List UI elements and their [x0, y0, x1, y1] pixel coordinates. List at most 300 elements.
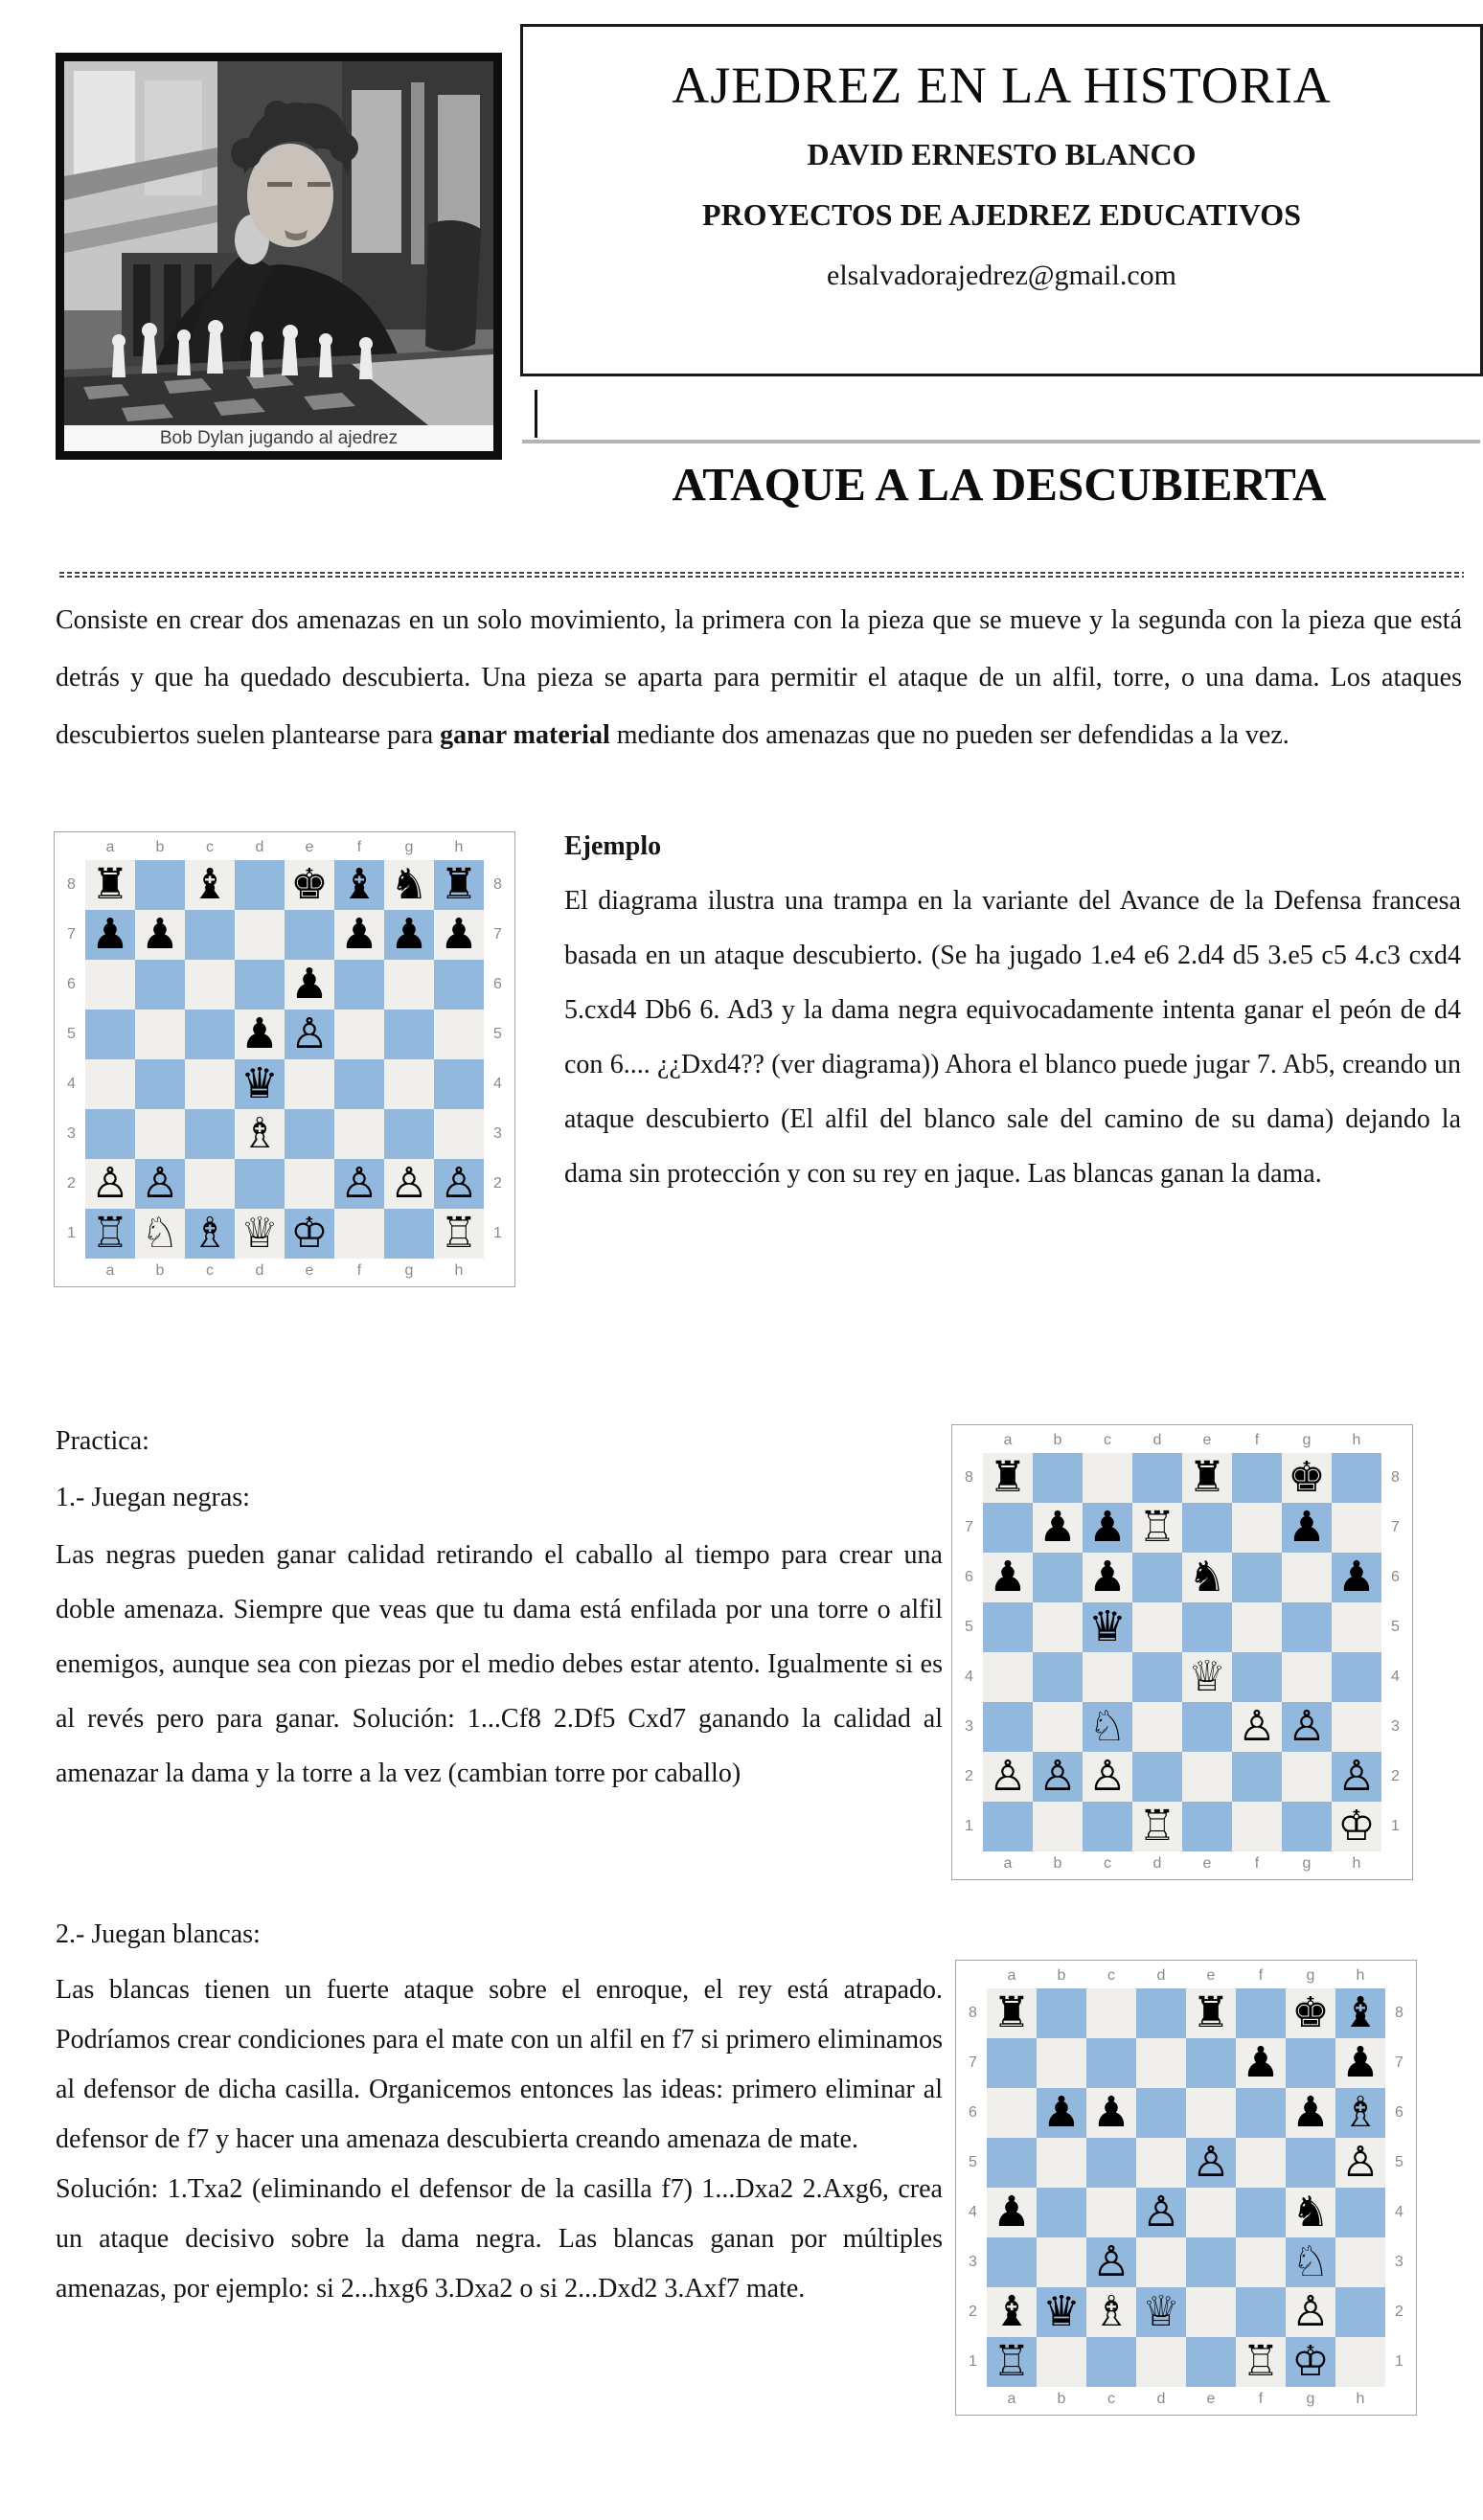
- black-piece-icon: ♟: [1242, 2038, 1280, 2087]
- board-square: [1232, 1553, 1282, 1602]
- document-subtitle: PROYECTOS DE AJEDREZ EDUCATIVOS: [702, 197, 1301, 232]
- black-piece-icon: ♝: [1341, 1988, 1380, 2037]
- board-square: [1282, 1602, 1332, 1652]
- board-coordinate: g: [1302, 1855, 1312, 1872]
- white-piece-icon: ♙: [1088, 1752, 1127, 1801]
- board-square: [1037, 2088, 1086, 2138]
- board-coordinate: c: [206, 1262, 214, 1279]
- board-square: [987, 2188, 1037, 2237]
- board-square: [987, 2237, 1037, 2287]
- white-piece-icon: ♗: [1092, 2287, 1130, 2336]
- board-square: [1332, 1802, 1381, 1851]
- board-square: [1286, 2138, 1335, 2188]
- board-coordinate: f: [1254, 1855, 1260, 1872]
- chessboard-exercise2: [955, 1960, 1417, 2416]
- white-piece-icon: ♙: [1092, 2237, 1130, 2286]
- board-coordinate: g: [1306, 2391, 1315, 2407]
- board-square: [1037, 2038, 1086, 2088]
- white-piece-icon: ♔: [1337, 1802, 1376, 1850]
- board-square: [1086, 2188, 1136, 2237]
- board-square: [1033, 1752, 1083, 1802]
- photo-caption: Bob Dylan jugando al ajedrez: [64, 425, 493, 451]
- board-coordinate: d: [1152, 1855, 1162, 1872]
- board-coordinate: [57, 835, 85, 860]
- board-square: [235, 1059, 285, 1109]
- black-piece-icon: ♚: [290, 860, 329, 909]
- board-coordinate: 3: [1391, 1718, 1400, 1735]
- white-piece-icon: ♙: [989, 1752, 1027, 1801]
- black-piece-icon: ♝: [992, 2287, 1031, 2336]
- board-square: [1182, 1553, 1232, 1602]
- white-piece-icon: ♙: [1238, 1702, 1276, 1751]
- board-coordinate: 7: [1391, 1519, 1400, 1535]
- black-piece-icon: ♟: [340, 910, 378, 959]
- board-square: [1033, 1802, 1083, 1851]
- board-square: [983, 1802, 1033, 1851]
- white-piece-icon: ♕: [1142, 2287, 1180, 2336]
- board-square: [384, 1059, 434, 1109]
- board-coordinate: 2: [1391, 1768, 1400, 1784]
- board-square: [1086, 2287, 1136, 2337]
- ejemplo-paragraph: El diagrama ilustra una trampa en la variante del Avance de la Defensa francesa basada en un ataque descubierto. (Se ha jugado 1.e4 e6 2.d4 d5 3.e5 c5 4.c3 cxd4 5.cxd4 Db6 6. Ad3 y la dama negra equivocadamente intenta ganar el peón de d4 con 6.... ¿¿Dxd4?? (ver diagrama)) Ahora el blanco puede jugar 7. Ab5, creando un ataque descubierto (El alfil del blanco sale del camino de su dama) dejando la dama sin protección y con su rey en jaque. Las blancas ganan la dama.: [564, 886, 1461, 1189]
- board-coordinate: f: [1254, 1432, 1260, 1448]
- board-coordinate: e: [305, 839, 314, 855]
- board-square: [85, 860, 135, 910]
- board-square: [1033, 1602, 1083, 1652]
- black-piece-icon: ♛: [1088, 1602, 1127, 1651]
- board-coordinate: d: [255, 1262, 264, 1279]
- white-piece-icon: ♖: [91, 1209, 129, 1258]
- board-coordinate: [484, 1259, 512, 1283]
- board-coordinate: [955, 1428, 983, 1453]
- black-piece-icon: ♛: [240, 1059, 279, 1108]
- exercise1-heading: 1.- Juegan negras:: [56, 1483, 250, 1512]
- board-square: [434, 910, 484, 960]
- board-square: [235, 1209, 285, 1259]
- white-piece-icon: ♙: [340, 1159, 378, 1208]
- board-coordinate: g: [1302, 1432, 1312, 1448]
- board-square: [1286, 1988, 1335, 2038]
- board-coordinate: 5: [493, 1026, 502, 1042]
- board-coordinate: 3: [67, 1125, 76, 1142]
- board-square: [1132, 1652, 1182, 1702]
- black-piece-icon: ♚: [1291, 1988, 1330, 2037]
- white-piece-icon: ♙: [290, 1010, 329, 1058]
- board-coordinate: [1381, 1428, 1409, 1453]
- white-piece-icon: ♙: [1288, 1702, 1326, 1751]
- board-coordinate: 1: [1391, 1818, 1400, 1834]
- board-coordinate: 2: [67, 1175, 76, 1192]
- board-square: [983, 1752, 1033, 1802]
- board-square: [135, 860, 185, 910]
- white-piece-icon: ♖: [1242, 2337, 1280, 2386]
- board-square: [235, 1010, 285, 1059]
- board-square: [1332, 1652, 1381, 1702]
- white-piece-icon: ♖: [1138, 1503, 1176, 1552]
- board-square: [384, 1010, 434, 1059]
- board-square: [1332, 1453, 1381, 1503]
- board-square: [1086, 2237, 1136, 2287]
- white-piece-icon: ♙: [1341, 2138, 1380, 2187]
- board-square: [1282, 1702, 1332, 1752]
- board-square: [1033, 1652, 1083, 1702]
- board-coordinate: b: [155, 839, 165, 855]
- board-square: [1335, 2138, 1385, 2188]
- board-square: [384, 1159, 434, 1209]
- board-square: [135, 910, 185, 960]
- board-coordinate: [955, 1851, 983, 1876]
- board-square: [1083, 1453, 1132, 1503]
- board-coordinate: 6: [965, 1569, 973, 1585]
- board-square: [1232, 1702, 1282, 1752]
- board-square: [1335, 1988, 1385, 2038]
- board-square: [1232, 1503, 1282, 1553]
- white-piece-icon: ♕: [1188, 1652, 1226, 1701]
- board-square: [1182, 1453, 1232, 1503]
- exercise1-paragraph: Las negras pueden ganar calidad retirando el caballo al tiempo para crear una doble amenaza. Siempre que veas que tu dama está enfilada por una torre o alfil enemigos, aunque sea con piezas por el medio debes estar atento. Igualmente si es al revés pero para ganar. Solución: 1...Cf8 2.Df5 Cxd7 ganando la calidad al amenazar la dama y la torre a la vez (cambian torre por caballo): [56, 1540, 943, 1788]
- black-piece-icon: ♟: [1088, 1503, 1127, 1552]
- header-rule: [522, 440, 1480, 443]
- black-piece-icon: ♜: [440, 860, 478, 909]
- board-square: [1186, 2038, 1236, 2088]
- bob-dylan-photo: [64, 61, 493, 425]
- board-coordinate: 1: [969, 2353, 977, 2370]
- board-square: [1132, 1503, 1182, 1553]
- board-coordinate: h: [1352, 1855, 1361, 1872]
- board-square: [85, 1010, 135, 1059]
- board-coordinate: 5: [1391, 1619, 1400, 1635]
- board-square: [384, 1109, 434, 1159]
- board-square: [1236, 2038, 1286, 2088]
- black-piece-icon: ♟: [91, 910, 129, 959]
- board-square: [334, 1159, 384, 1209]
- white-piece-icon: ♘: [141, 1209, 179, 1258]
- board-coordinate: 4: [1395, 2204, 1403, 2220]
- board-square: [1286, 2188, 1335, 2237]
- black-piece-icon: ♟: [992, 2188, 1031, 2236]
- board-square: [1132, 1752, 1182, 1802]
- board-square: [1335, 2287, 1385, 2337]
- board-square: [1037, 2287, 1086, 2337]
- white-piece-icon: ♙: [1337, 1752, 1376, 1801]
- board-square: [235, 960, 285, 1010]
- board-square: [1335, 2088, 1385, 2138]
- board-square: [235, 1109, 285, 1159]
- board-square: [285, 1010, 334, 1059]
- board-square: [1132, 1602, 1182, 1652]
- board-square: [983, 1503, 1033, 1553]
- board-square: [1232, 1752, 1282, 1802]
- board-square: [1037, 2337, 1086, 2387]
- board-square: [384, 1209, 434, 1259]
- board-coordinate: [1381, 1851, 1409, 1876]
- board-square: [1136, 2038, 1186, 2088]
- board-square: [185, 910, 235, 960]
- white-piece-icon: ♙: [141, 1159, 179, 1208]
- black-piece-icon: ♟: [1088, 1553, 1127, 1601]
- board-coordinate: a: [1007, 2391, 1016, 2407]
- board-square: [1083, 1553, 1132, 1602]
- board-square: [285, 910, 334, 960]
- board-square: [1186, 2138, 1236, 2188]
- board-square: [1033, 1553, 1083, 1602]
- black-piece-icon: ♟: [1337, 1553, 1376, 1601]
- board-coordinate: 6: [969, 2104, 977, 2121]
- board-square: [1182, 1652, 1232, 1702]
- board-coordinate: [1385, 1964, 1413, 1988]
- board-square: [1086, 2337, 1136, 2387]
- board-coordinate: 3: [965, 1718, 973, 1735]
- board-square: [983, 1453, 1033, 1503]
- board-square: [1335, 2038, 1385, 2088]
- board-square: [1286, 2337, 1335, 2387]
- board-coordinate: a: [1007, 1967, 1016, 1984]
- board-square: [434, 1209, 484, 1259]
- board-square: [1136, 2287, 1186, 2337]
- chessboard-exercise1: [951, 1424, 1413, 1880]
- white-piece-icon: ♗: [240, 1109, 279, 1158]
- board-square: [135, 1010, 185, 1059]
- board-coordinate: e: [1202, 1855, 1212, 1872]
- practica-label: Practica:: [56, 1426, 149, 1456]
- board-square: [1182, 1702, 1232, 1752]
- board-square: [1086, 2038, 1136, 2088]
- board-square: [1286, 2287, 1335, 2337]
- board-square: [1236, 2287, 1286, 2337]
- board-square: [987, 2038, 1037, 2088]
- board-square: [1136, 2188, 1186, 2237]
- board-square: [1332, 1702, 1381, 1752]
- black-piece-icon: ♚: [1288, 1453, 1326, 1502]
- black-piece-icon: ♝: [191, 860, 229, 909]
- board-coordinate: f: [356, 839, 362, 855]
- board-square: [334, 1010, 384, 1059]
- intro-text-before: Consiste en crear dos amenazas en un solo movimiento, la primera con la pieza que se mueve y la segunda con la pieza que está detrás y que ha quedado descubierta. Una pieza se aparta para permitir el ataque de un alfil, torre, o una dama. Los ataques descubiertos suelen plantearse para: [56, 605, 1462, 750]
- board-square: [384, 860, 434, 910]
- white-piece-icon: ♔: [1291, 2337, 1330, 2386]
- board-square: [85, 1159, 135, 1209]
- white-piece-icon: ♘: [1291, 2237, 1330, 2286]
- white-piece-icon: ♖: [992, 2337, 1031, 2386]
- white-piece-icon: ♙: [1038, 1752, 1077, 1801]
- white-piece-icon: ♙: [440, 1159, 478, 1208]
- board-square: [1282, 1652, 1332, 1702]
- board-coordinate: a: [1003, 1855, 1013, 1872]
- exercise2-heading: 2.- Juegan blancas:: [56, 1919, 261, 1949]
- text-cursor: [535, 390, 537, 438]
- board-square: [434, 860, 484, 910]
- board-coordinate: 1: [493, 1225, 502, 1241]
- board-coordinate: c: [206, 839, 214, 855]
- board-square: [434, 960, 484, 1010]
- board-square: [434, 1059, 484, 1109]
- board-coordinate: [959, 1964, 987, 1988]
- board-coordinate: 2: [969, 2304, 977, 2320]
- board-coordinate: [959, 2387, 987, 2412]
- board-square: [1186, 2188, 1236, 2237]
- board-square: [1186, 2237, 1236, 2287]
- board-coordinate: 7: [965, 1519, 973, 1535]
- board-coordinate: 4: [493, 1076, 502, 1092]
- contact-email: elsalvadorajedrez@gmail.com: [827, 260, 1176, 291]
- white-piece-icon: ♗: [191, 1209, 229, 1258]
- board-square: [1236, 2188, 1286, 2237]
- black-piece-icon: ♞: [1291, 2188, 1330, 2236]
- white-piece-icon: ♖: [440, 1209, 478, 1258]
- board-coordinate: 8: [493, 876, 502, 893]
- board-square: [235, 1159, 285, 1209]
- board-coordinate: 3: [493, 1125, 502, 1142]
- board-coordinate: b: [155, 1262, 165, 1279]
- white-piece-icon: ♙: [91, 1159, 129, 1208]
- board-square: [334, 1059, 384, 1109]
- board-coordinate: b: [1057, 2391, 1066, 2407]
- board-square: [235, 910, 285, 960]
- title-box: [520, 24, 1483, 376]
- board-square: [983, 1652, 1033, 1702]
- board-square: [1136, 2138, 1186, 2188]
- board-square: [1236, 2138, 1286, 2188]
- intro-paragraph: [56, 592, 1462, 764]
- board-square: [1132, 1553, 1182, 1602]
- board-coordinate: b: [1053, 1855, 1062, 1872]
- board-square: [434, 1010, 484, 1059]
- exercise2-solution: Solución: 1.Txa2 (eliminando el defensor de la casilla f7) 1...Dxa2 2.Axg6, crea un ataque decisivo sobre la dama negra. Las blancas ganan por múltiples amenazas, por ejemplo: si 2...hxg6 3.Dxa2 o si 2...Dxd2 3.Axf7 mate.: [56, 2174, 943, 2304]
- board-coordinate: f: [356, 1262, 362, 1279]
- board-square: [1335, 2337, 1385, 2387]
- board-coordinate: e: [1206, 1967, 1216, 1984]
- chessboard-ejemplo: [54, 831, 515, 1287]
- board-square: [987, 2287, 1037, 2337]
- board-coordinate: g: [404, 1262, 414, 1279]
- board-square: [135, 1209, 185, 1259]
- board-coordinate: f: [1258, 2391, 1264, 2407]
- board-coordinate: d: [1156, 1967, 1166, 1984]
- board-square: [1186, 2337, 1236, 2387]
- board-coordinate: 2: [965, 1768, 973, 1784]
- board-coordinate: e: [305, 1262, 314, 1279]
- photo-frame: [56, 53, 502, 460]
- board-coordinate: h: [454, 1262, 464, 1279]
- board-square: [1236, 2237, 1286, 2287]
- black-piece-icon: ♟: [390, 910, 428, 959]
- board-square: [285, 1059, 334, 1109]
- board-square: [987, 2337, 1037, 2387]
- board-square: [1086, 2088, 1136, 2138]
- board-square: [1282, 1453, 1332, 1503]
- black-piece-icon: ♟: [1291, 2088, 1330, 2137]
- ejemplo-heading: Ejemplo: [564, 831, 662, 861]
- board-square: [285, 1159, 334, 1209]
- intro-text-after: mediante dos amenazas que no pueden ser defendidas a la vez.: [609, 720, 1289, 750]
- board-coordinate: 5: [67, 1026, 76, 1042]
- board-square: [185, 1159, 235, 1209]
- black-piece-icon: ♟: [1092, 2088, 1130, 2137]
- board-square: [1136, 2237, 1186, 2287]
- board-coordinate: a: [1003, 1432, 1013, 1448]
- board-coordinate: 6: [67, 976, 76, 992]
- board-coordinate: 2: [1395, 2304, 1403, 2320]
- board-square: [285, 960, 334, 1010]
- board-coordinate: c: [1104, 1855, 1111, 1872]
- board-square: [434, 1159, 484, 1209]
- board-square: [185, 1109, 235, 1159]
- board-coordinate: c: [1104, 1432, 1111, 1448]
- board-square: [285, 1109, 334, 1159]
- board-square: [1332, 1553, 1381, 1602]
- board-square: [1083, 1652, 1132, 1702]
- black-piece-icon: ♝: [340, 860, 378, 909]
- board-square: [1037, 2188, 1086, 2237]
- board-coordinate: 7: [1395, 2055, 1403, 2071]
- board-square: [185, 1010, 235, 1059]
- board-coordinate: g: [1306, 1967, 1315, 1984]
- board-square: [983, 1553, 1033, 1602]
- board-square: [285, 1209, 334, 1259]
- board-square: [1136, 1988, 1186, 2038]
- board-square: [1132, 1702, 1182, 1752]
- board-square: [1132, 1453, 1182, 1503]
- black-piece-icon: ♞: [1188, 1553, 1226, 1601]
- board-coordinate: 1: [965, 1818, 973, 1834]
- intro-text-bold: ganar material: [440, 720, 610, 750]
- board-square: [1083, 1752, 1132, 1802]
- black-piece-icon: ♛: [1042, 2287, 1081, 2336]
- white-piece-icon: ♖: [1138, 1802, 1176, 1850]
- board-square: [185, 860, 235, 910]
- board-square: [1033, 1503, 1083, 1553]
- board-square: [85, 1209, 135, 1259]
- dashed-divider: [59, 572, 1464, 578]
- board-square: [334, 1209, 384, 1259]
- board-coordinate: 4: [1391, 1669, 1400, 1685]
- board-coordinate: d: [255, 839, 264, 855]
- board-coordinate: a: [105, 839, 115, 855]
- board-square: [1186, 2287, 1236, 2337]
- board-square: [1335, 2237, 1385, 2287]
- black-piece-icon: ♟: [290, 960, 329, 1009]
- board-coordinate: 7: [67, 926, 76, 942]
- white-piece-icon: ♕: [240, 1209, 279, 1258]
- board-coordinate: 5: [965, 1619, 973, 1635]
- black-piece-icon: ♜: [91, 860, 129, 909]
- black-piece-icon: ♟: [1341, 2038, 1380, 2087]
- black-piece-icon: ♜: [989, 1453, 1027, 1502]
- board-square: [1182, 1503, 1232, 1553]
- board-square: [334, 860, 384, 910]
- board-square: [1286, 2038, 1335, 2088]
- board-coordinate: d: [1156, 2391, 1166, 2407]
- board-coordinate: b: [1053, 1432, 1062, 1448]
- board-coordinate: 8: [969, 2005, 977, 2021]
- board-square: [1033, 1702, 1083, 1752]
- board-coordinate: h: [1352, 1432, 1361, 1448]
- board-coordinate: 4: [965, 1669, 973, 1685]
- black-piece-icon: ♟: [440, 910, 478, 959]
- board-square: [285, 860, 334, 910]
- board-coordinate: c: [1107, 1967, 1115, 1984]
- board-coordinate: [57, 1259, 85, 1283]
- board-square: [1282, 1752, 1332, 1802]
- board-coordinate: 6: [1391, 1569, 1400, 1585]
- board-square: [1282, 1802, 1332, 1851]
- board-square: [1182, 1752, 1232, 1802]
- board-square: [1182, 1602, 1232, 1652]
- board-square: [1037, 2237, 1086, 2287]
- board-square: [1232, 1602, 1282, 1652]
- board-square: [85, 1059, 135, 1109]
- white-piece-icon: ♗: [1341, 2088, 1380, 2137]
